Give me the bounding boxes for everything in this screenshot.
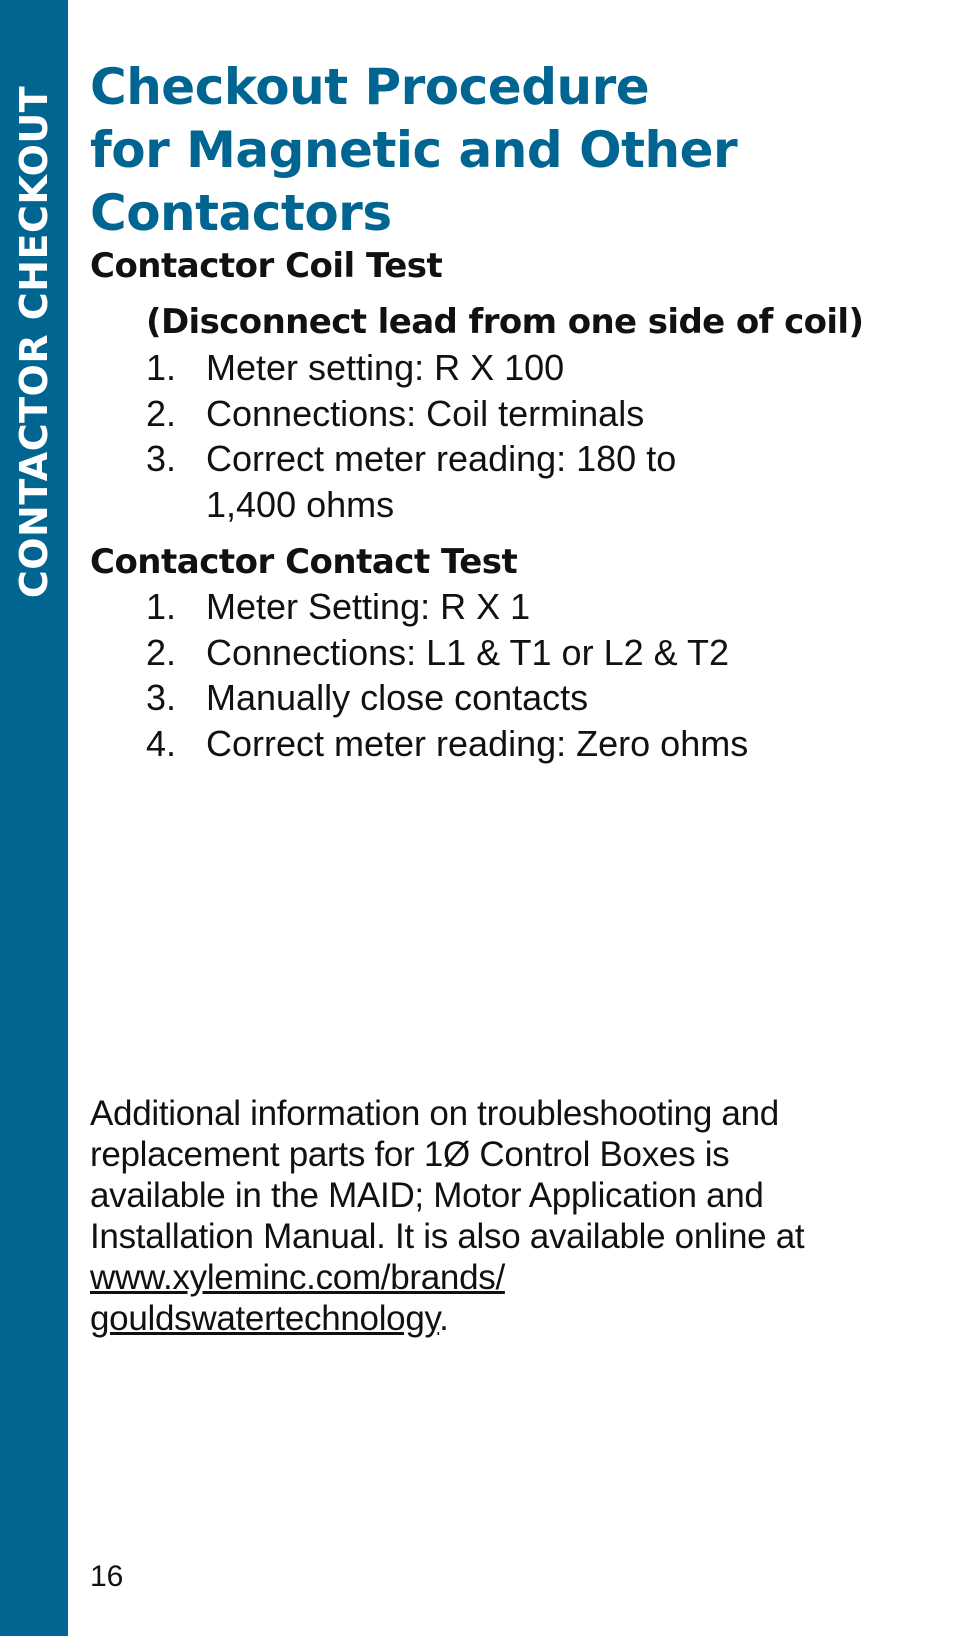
step-number: 1. — [146, 347, 177, 388]
list-item — [146, 584, 906, 630]
coil-test-subheading: (Disconnect lead from one side of coil) — [146, 302, 864, 342]
step-text: Meter setting: R X 100 — [206, 347, 565, 388]
list-item — [146, 721, 906, 767]
gould-website-link[interactable]: www.xyleminc.com/brands/ gouldswatertechnology — [90, 1258, 505, 1338]
page-title — [90, 56, 910, 245]
note-period: . — [439, 1299, 449, 1338]
step-number: 4. — [146, 722, 177, 764]
list-item — [146, 436, 766, 527]
title-line: Contactors — [90, 184, 392, 242]
step-text: Correct meter reading: Zero ohms — [206, 722, 749, 764]
list-item — [146, 675, 906, 721]
section-tab-label: CONTACTOR CHECKOUT — [12, 85, 56, 599]
title-line: Checkout Procedure — [90, 58, 650, 116]
step-number: 2. — [146, 392, 177, 434]
step-text: Correct meter reading: 180 to 1,400 ohms — [206, 438, 677, 525]
step-number: 3. — [146, 677, 177, 718]
step-text: Connections: Coil terminals — [206, 392, 645, 434]
list-item — [146, 391, 766, 437]
note-text: Additional information on troubleshooting and replacement parts for 1Ø Control Boxes is available in the MAID; Motor Application and Installation Manual. It is also available online at — [90, 1094, 805, 1256]
side-band — [0, 0, 68, 1636]
contact-test-heading: Contactor Contact Test — [90, 542, 518, 582]
step-text: Meter Setting: R X 1 — [206, 586, 531, 627]
contact-test-steps — [146, 584, 906, 766]
step-number: 2. — [146, 631, 177, 673]
step-number: 1. — [146, 586, 177, 627]
step-number: 3. — [146, 438, 177, 479]
coil-test-heading: Contactor Coil Test — [90, 246, 443, 286]
step-text: Manually close contacts — [206, 677, 589, 718]
additional-info-note — [90, 1093, 850, 1339]
list-item — [146, 345, 766, 391]
title-line: for Magnetic and Other — [90, 121, 738, 179]
coil-test-steps — [146, 345, 766, 527]
step-text: Connections: L1 & T1 or L2 & T2 — [206, 631, 729, 673]
page-number: 16 — [90, 1560, 124, 1593]
list-item — [146, 630, 906, 676]
